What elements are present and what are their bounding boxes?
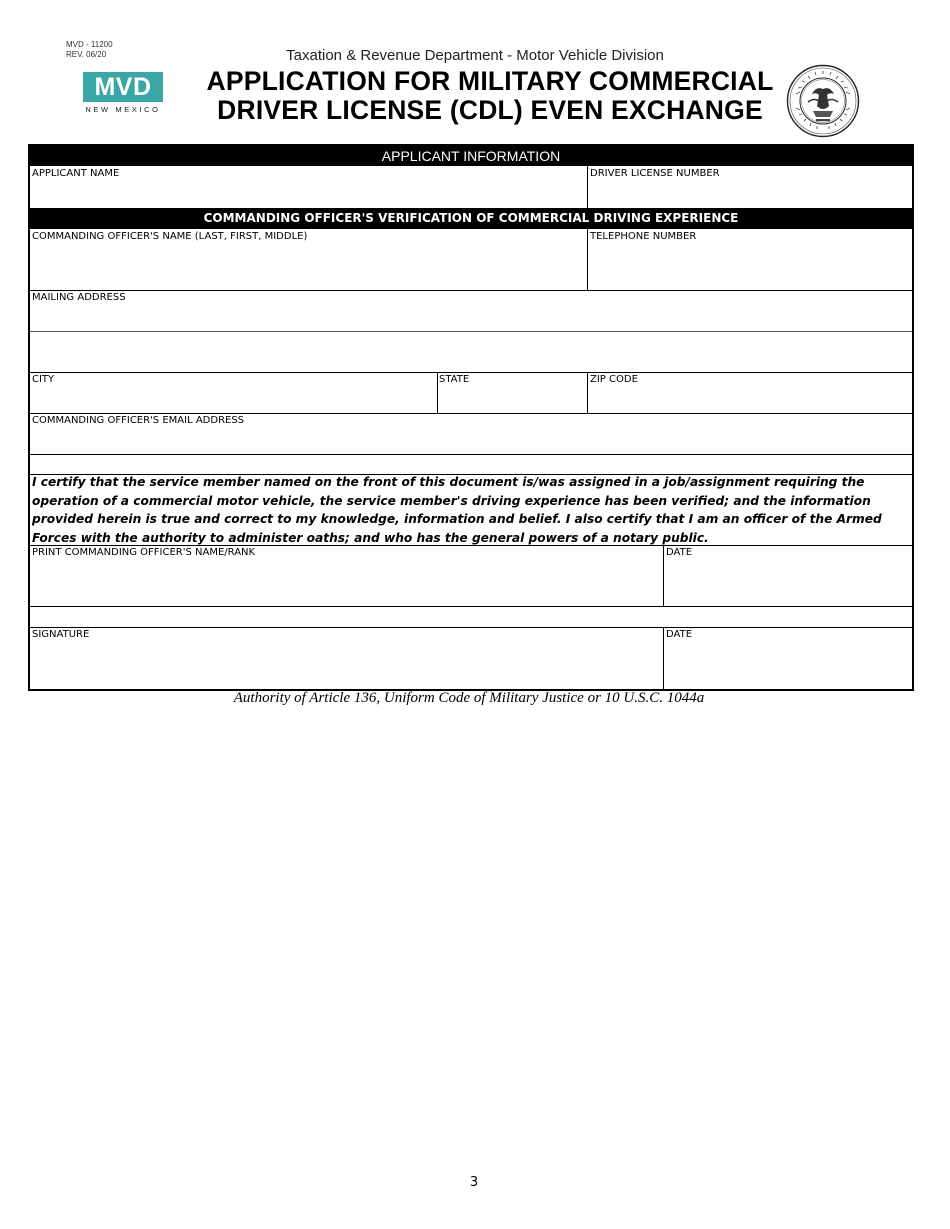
title-line-2: DRIVER LICENSE (CDL) EVEN EXCHANGE [217,95,763,125]
divider [30,545,912,546]
page-number: 3 [469,1175,479,1190]
certification-statement: I certify that the service member named on the front of this document is/was assigned in a job/assignment requiring the operation of a commercial motor vehicle, the service member's driving experience has been verified; and the information provided herein is true and correct to my knowledge, information and belief. I also certify that I am an officer of the Armed Forces with the authority to administer oaths; and who has the general powers of a notary public. [32,475,882,546]
print-name-rank-label: PRINT COMMANDING OFFICER'S NAME/RANK [32,547,256,558]
city-label: CITY [32,374,55,385]
divider [30,606,912,607]
mvd-logo-subtext: NEW MEXICO [85,105,161,114]
date-field-1[interactable] [664,559,912,605]
form-revision: REV. 06/20 [66,50,107,59]
zip-code-field[interactable] [588,386,912,412]
divider [30,372,912,373]
application-form [28,144,914,691]
divider [30,290,912,291]
telephone-number-field[interactable] [588,243,912,290]
department-heading: Taxation & Revenue Department - Motor Vehicle Division [286,47,664,64]
mailing-address-line-2-field[interactable] [30,332,912,372]
mvd-logo [83,72,163,116]
officer-email-field[interactable] [30,427,912,453]
signature-label: SIGNATURE [32,629,90,640]
telephone-number-label: TELEPHONE NUMBER [590,231,697,242]
divider [30,454,912,455]
page-title [170,67,810,125]
date-label-2: DATE [666,629,693,640]
print-name-rank-field[interactable] [30,559,662,605]
driver-license-number-field[interactable] [588,180,912,206]
driver-license-number-label: DRIVER LICENSE NUMBER [590,168,720,179]
title-line-1: APPLICATION FOR MILITARY COMMERCIAL [206,66,774,96]
form-code [66,40,113,60]
form-number: MVD - 11200 [66,40,113,49]
officer-email-label: COMMANDING OFFICER'S EMAIL ADDRESS [32,415,245,426]
applicant-name-field[interactable] [30,180,587,206]
state-label: STATE [439,374,470,385]
officer-name-field[interactable] [30,243,587,290]
state-seal-icon [786,64,860,138]
zip-code-label: ZIP CODE [590,374,638,385]
signature-field[interactable] [30,641,662,688]
state-field[interactable] [438,386,586,412]
date-label-1: DATE [666,547,693,558]
divider [587,166,588,208]
date-field-2[interactable] [664,641,912,688]
authority-note: Authority of Article 136, Uniform Code of Military Justice or 10 U.S.C. 1044a [233,690,705,706]
mailing-address-field[interactable] [30,304,912,330]
section-header-applicant-information: APPLICANT INFORMATION [30,146,912,166]
divider [587,229,588,291]
officer-name-label: COMMANDING OFFICER'S NAME (LAST, FIRST, MIDDLE) [32,231,308,242]
city-field[interactable] [30,386,436,412]
mvd-logo-text: MVD [83,72,163,102]
divider [30,627,912,628]
section-header-officer-verification: COMMANDING OFFICER'S VERIFICATION OF COMMERCIAL DRIVING EXPERIENCE [30,208,912,229]
divider [30,413,912,414]
mailing-address-label: MAILING ADDRESS [32,292,126,303]
applicant-name-label: APPLICANT NAME [32,168,120,179]
